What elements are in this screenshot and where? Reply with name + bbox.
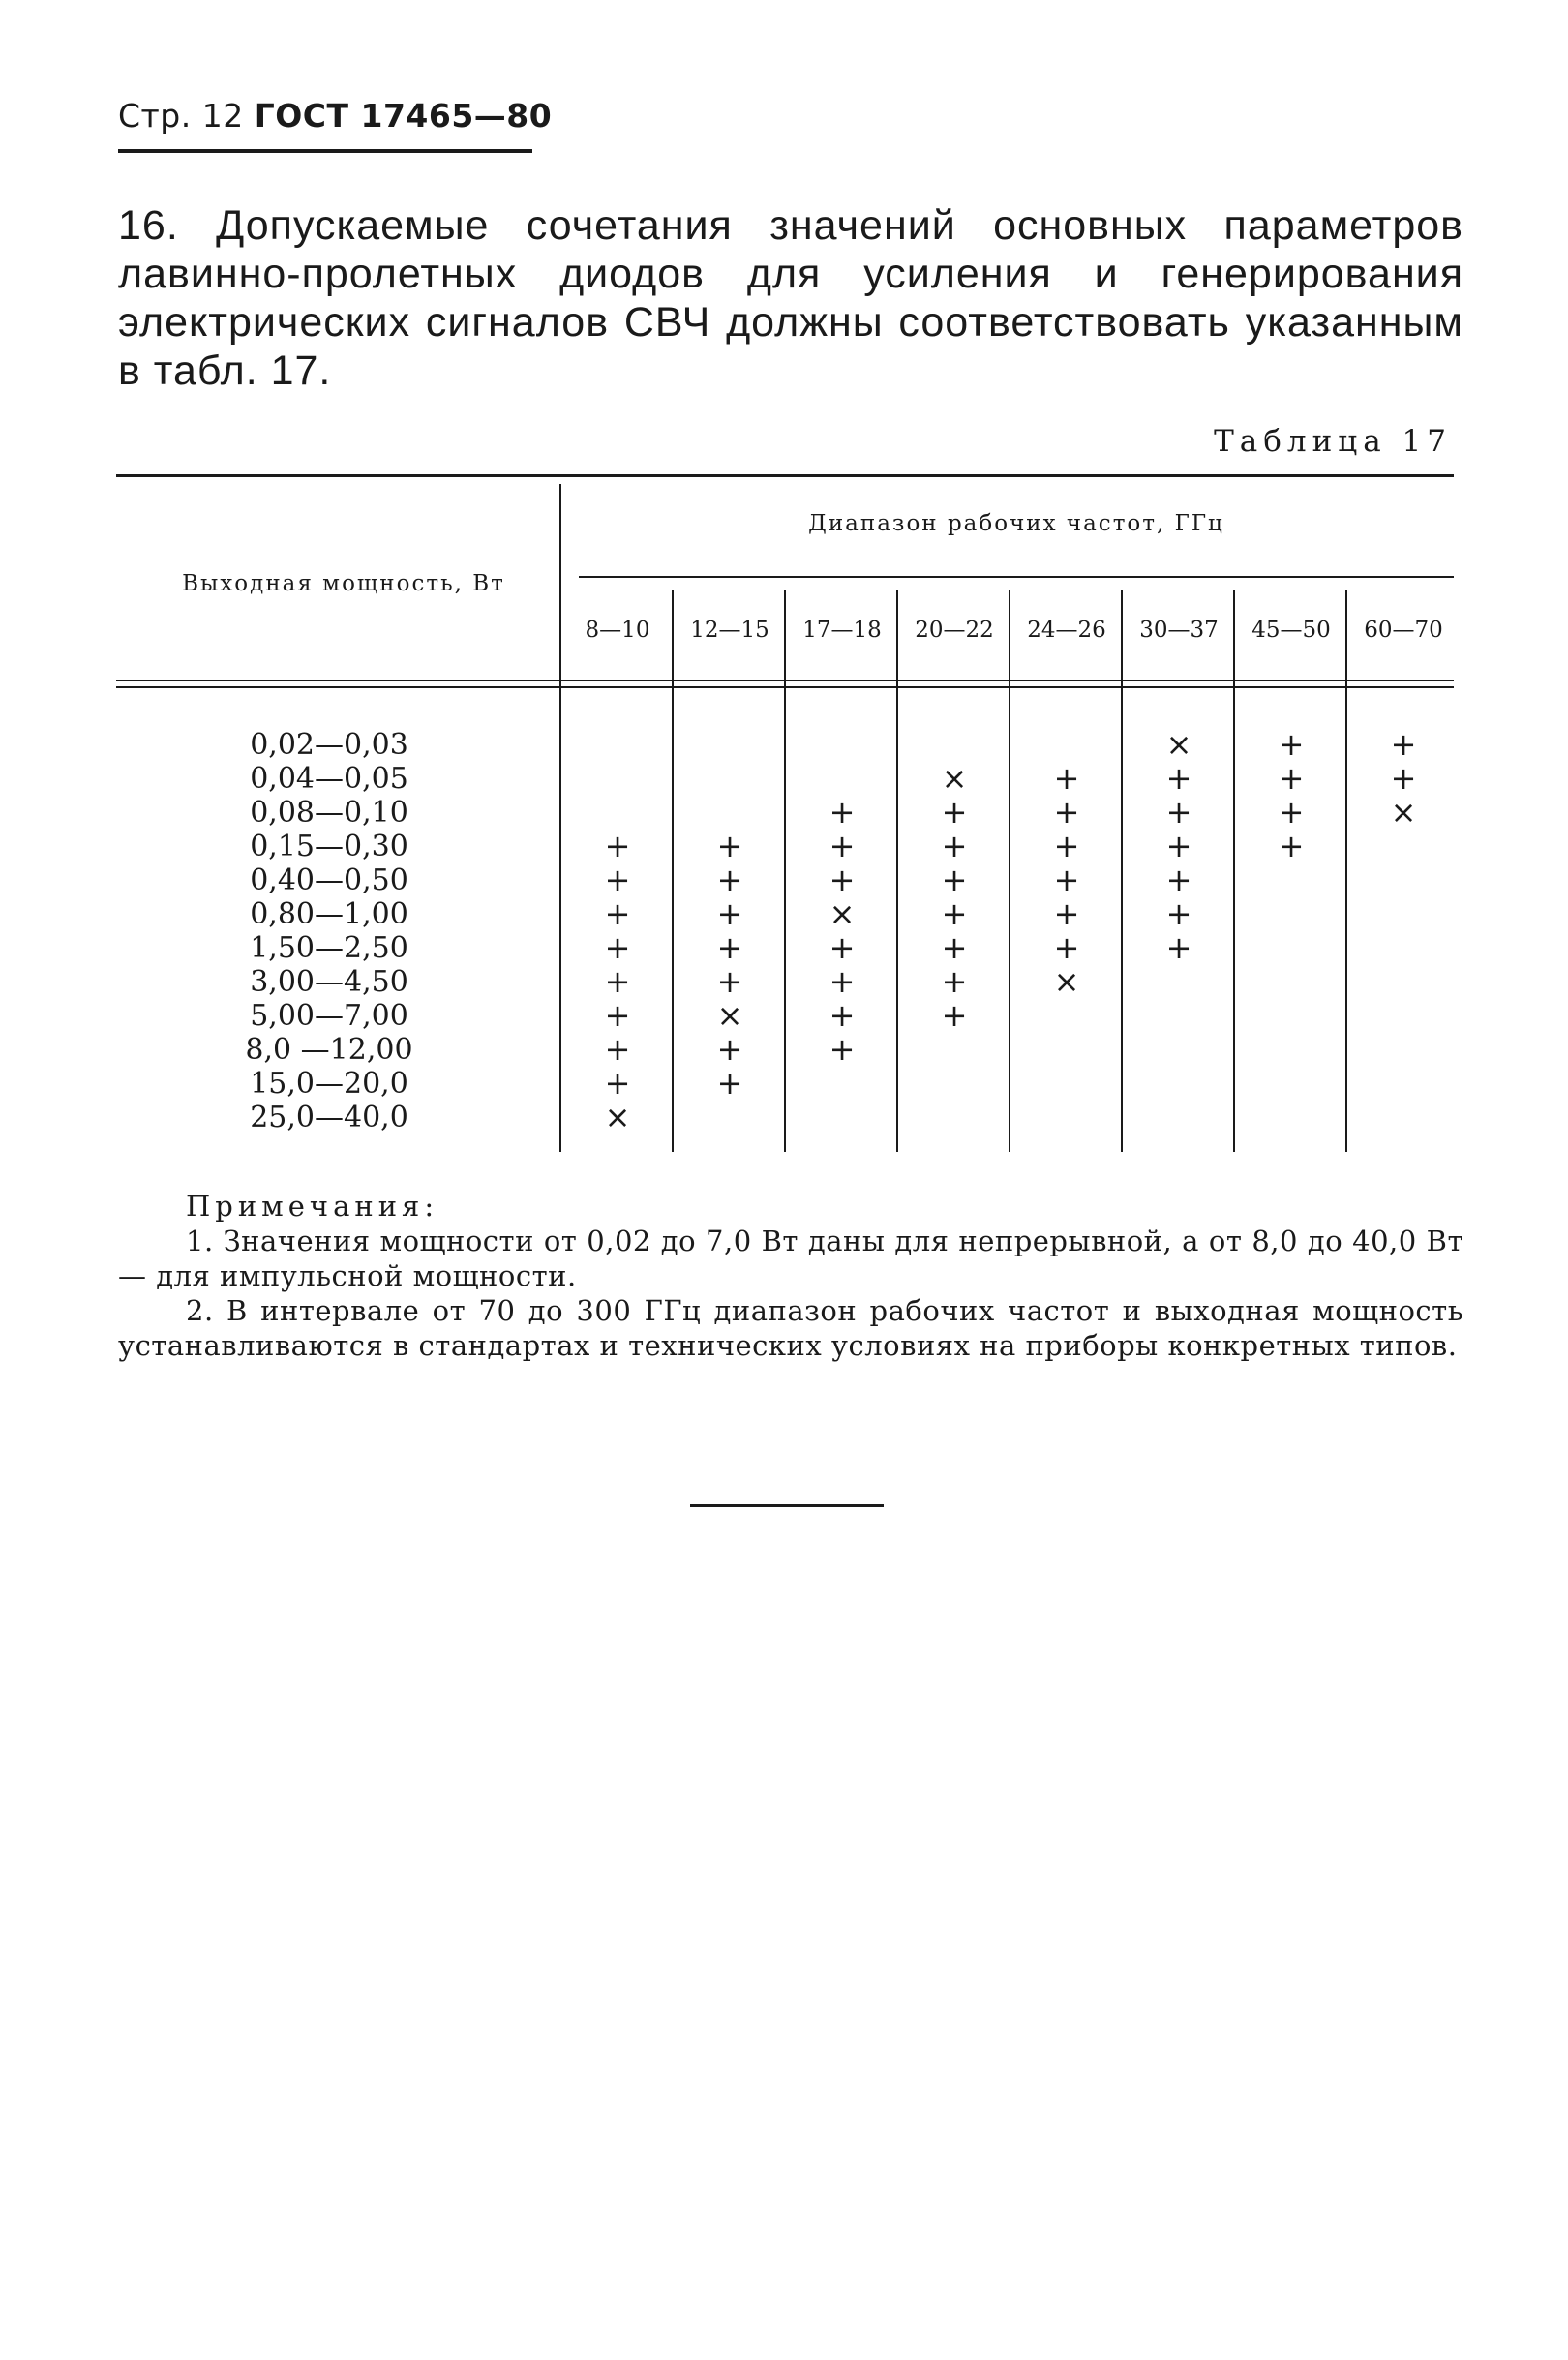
plus-mark: + bbox=[604, 828, 631, 864]
plus-mark: + bbox=[941, 963, 968, 1000]
freq-column-header: 24—26 bbox=[1027, 618, 1106, 643]
freq-column-header: 60—70 bbox=[1364, 618, 1443, 643]
col-divider-7 bbox=[1345, 590, 1347, 1152]
freq-column-header: 12—15 bbox=[690, 618, 769, 643]
freq-column-header: 45—50 bbox=[1251, 618, 1331, 643]
plus-mark: + bbox=[829, 963, 856, 1000]
plus-mark: + bbox=[829, 929, 856, 966]
power-row-label: 1,50—2,50 bbox=[250, 931, 408, 965]
plus-mark: + bbox=[829, 1031, 856, 1068]
cross-mark: × bbox=[1053, 963, 1080, 1000]
plus-mark: + bbox=[1053, 929, 1080, 966]
cross-mark: × bbox=[716, 997, 743, 1034]
freq-column-header: 8—10 bbox=[585, 618, 650, 643]
power-column-header: Выходная мощность, Вт bbox=[182, 571, 505, 596]
frequency-range-header: Диапазон рабочих частот, ГГц bbox=[808, 511, 1224, 536]
plus-mark: + bbox=[604, 929, 631, 966]
plus-mark: + bbox=[604, 963, 631, 1000]
page-header bbox=[118, 97, 552, 135]
header-rule bbox=[118, 149, 532, 153]
power-row-label: 0,02—0,03 bbox=[250, 728, 408, 762]
plus-mark: + bbox=[941, 862, 968, 898]
plus-mark: + bbox=[941, 929, 968, 966]
plus-mark: + bbox=[1278, 760, 1305, 797]
cross-mark: × bbox=[604, 1099, 631, 1135]
plus-mark: + bbox=[1165, 895, 1192, 932]
power-row-label: 25,0—40,0 bbox=[250, 1101, 408, 1135]
plus-mark: + bbox=[716, 929, 743, 966]
power-row-label: 0,80—1,00 bbox=[250, 897, 408, 931]
plus-mark: + bbox=[1053, 760, 1080, 797]
plus-mark: + bbox=[716, 963, 743, 1000]
plus-mark: + bbox=[941, 828, 968, 864]
plus-mark: + bbox=[1165, 862, 1192, 898]
plus-mark: + bbox=[1053, 828, 1080, 864]
power-row-label: 8,0 —12,00 bbox=[245, 1033, 413, 1067]
page-number: Стр. 12 bbox=[118, 97, 244, 135]
end-rule bbox=[690, 1504, 884, 1507]
plus-mark: + bbox=[716, 828, 743, 864]
plus-mark: + bbox=[1278, 794, 1305, 831]
plus-mark: + bbox=[716, 1031, 743, 1068]
plus-mark: + bbox=[1278, 726, 1305, 763]
plus-mark: + bbox=[1053, 862, 1080, 898]
plus-mark: + bbox=[716, 1065, 743, 1102]
table-label: Таблица 17 bbox=[1214, 424, 1452, 459]
notes bbox=[118, 1189, 1463, 1363]
power-rows bbox=[203, 728, 455, 1135]
plus-mark: + bbox=[604, 1065, 631, 1102]
power-row-label: 0,08—0,10 bbox=[250, 796, 408, 830]
plus-mark: + bbox=[716, 895, 743, 932]
plus-mark: + bbox=[604, 997, 631, 1034]
plus-mark: + bbox=[1390, 726, 1417, 763]
power-row-label: 15,0—20,0 bbox=[250, 1067, 408, 1101]
plus-mark: + bbox=[829, 828, 856, 864]
freq-column-header: 30—37 bbox=[1139, 618, 1219, 643]
notes-title: Примечания: bbox=[186, 1190, 439, 1223]
freq-column-header: 17—18 bbox=[802, 618, 882, 643]
cross-mark: × bbox=[829, 895, 856, 932]
plus-mark: + bbox=[604, 1031, 631, 1068]
table-17 bbox=[116, 474, 1454, 1162]
power-row-label: 5,00—7,00 bbox=[250, 999, 408, 1033]
plus-mark: + bbox=[829, 862, 856, 898]
power-row-label: 3,00—4,50 bbox=[250, 965, 408, 999]
plus-mark: + bbox=[1053, 895, 1080, 932]
power-row-label: 0,15—0,30 bbox=[250, 830, 408, 863]
freq-header-rule bbox=[579, 576, 1454, 578]
plus-mark: + bbox=[941, 794, 968, 831]
plus-mark: + bbox=[1165, 794, 1192, 831]
plus-mark: + bbox=[1053, 794, 1080, 831]
plus-mark: + bbox=[604, 862, 631, 898]
standard-number: ГОСТ 17465—80 bbox=[254, 97, 553, 135]
plus-mark: + bbox=[829, 794, 856, 831]
power-row-label: 0,40—0,50 bbox=[250, 863, 408, 897]
cross-mark: × bbox=[1165, 726, 1192, 763]
table-top-rule bbox=[116, 474, 1454, 477]
plus-mark: + bbox=[1165, 929, 1192, 966]
note-item: 2. В интервале от 70 до 300 ГГц диапазон рабочих частот и выходная мощность устанавливаются в стандартах и технических условиях на приборы конкретных типов. bbox=[118, 1294, 1463, 1362]
plus-mark: + bbox=[941, 997, 968, 1034]
plus-mark: + bbox=[941, 895, 968, 932]
plus-mark: + bbox=[1165, 828, 1192, 864]
plus-mark: + bbox=[604, 895, 631, 932]
clause-16-paragraph: 16. Допускаемые сочетания значений основных параметров лавинно-пролетных диодов для усиления и генерирования электрических сигналов СВЧ должны соответствовать указанным в табл. 17. bbox=[118, 202, 1463, 394]
plus-mark: + bbox=[829, 997, 856, 1034]
freq-column-header: 20—22 bbox=[915, 618, 994, 643]
plus-mark: + bbox=[716, 862, 743, 898]
cross-mark: × bbox=[1390, 794, 1417, 831]
plus-mark: + bbox=[1165, 760, 1192, 797]
plus-mark: + bbox=[1278, 828, 1305, 864]
note-item: 1. Значения мощности от 0,02 до 7,0 Вт даны для непрерывной, а от 8,0 до 40,0 Вт — для импульсной мощности. bbox=[118, 1225, 1463, 1292]
power-row-label: 0,04—0,05 bbox=[250, 762, 408, 796]
plus-mark: + bbox=[1390, 760, 1417, 797]
cross-mark: × bbox=[941, 760, 968, 797]
